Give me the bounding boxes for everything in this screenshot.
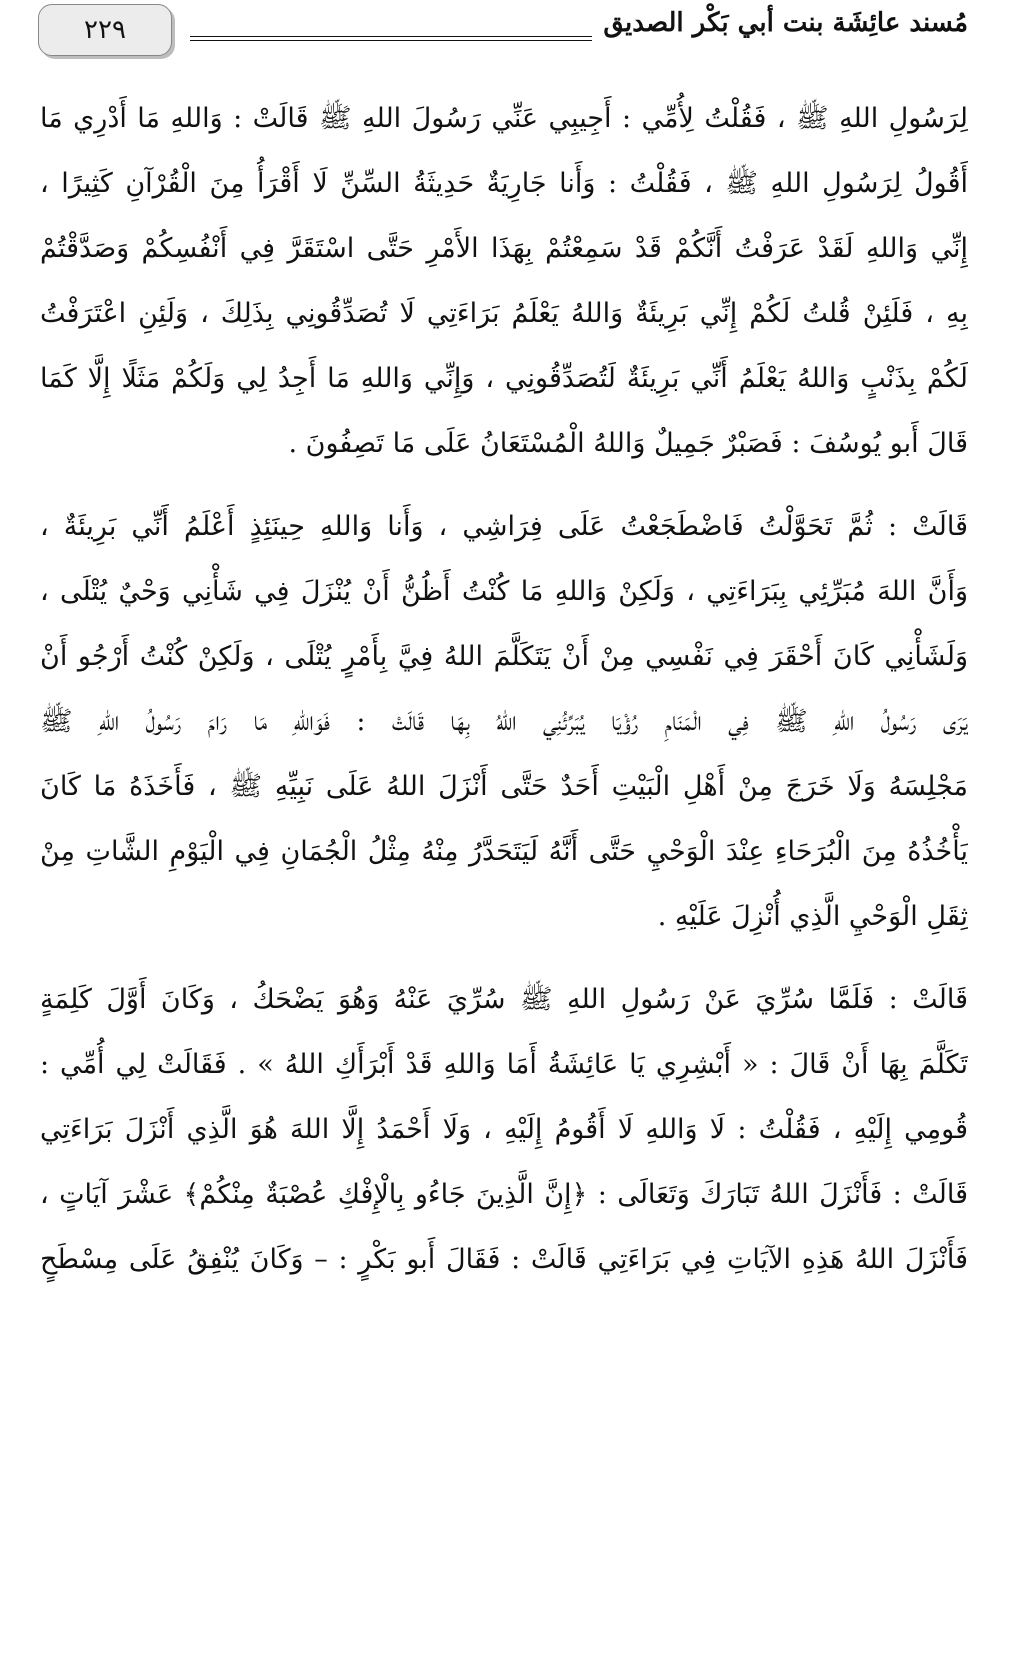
text-line: وَأَنَّ اللهَ مُبَرِّئِي بِبَرَاءَتِي ، وَلَكِنْ وَاللهِ مَا كُنْتُ أَظُنُّ أَنْ يُنْزَلَ فِي شَأْنِي وَحْيٌ يُتْلَى ، bbox=[40, 576, 968, 607]
paragraph-3 bbox=[40, 967, 968, 1292]
text-line: تَكَلَّمَ بِهَا أَنْ قَالَ : « أَبْشِرِي يَا عَائِشَةُ أَمَا وَاللهِ قَدْ أَبْرَأَكِ اللهُ » . فَقَالَتْ لِي أُمِّي : bbox=[40, 1049, 968, 1080]
paragraph-1 bbox=[40, 86, 968, 476]
paragraph-2 bbox=[40, 494, 968, 949]
text-line: مَجْلِسَهُ وَلَا خَرَجَ مِنْ أَهْلِ الْبَيْتِ أَحَدٌ حَتَّى أَنْزَلَ اللهُ عَلَى نَبِيِّهِ ﷺ ، فَأَخَذَهُ مَا كَانَ bbox=[40, 771, 968, 802]
text-line: يَأْخُذُهُ مِنَ الْبُرَحَاءِ عِنْدَ الْوَحْيِ حَتَّى أَنَّهُ لَيَتَحَدَّرُ مِنْهُ مِثْلُ الْجُمَانِ فِي الْيَوْمِ الشَّاتِ مِنْ bbox=[40, 836, 968, 867]
text-line: قَالَ أَبو يُوسُفَ : فَصَبْرٌ جَمِيلٌ وَاللهُ الْمُسْتَعَانُ عَلَى مَا تَصِفُونَ . bbox=[288, 428, 968, 459]
text-line: بِهِ ، فَلَئِنْ قُلتُ لَكُمْ إِنِّي بَرِيئَةٌ وَاللهُ يَعْلَمُ بَرَاءَتِي لَا تُصَدِّقُونِي بِذَلِكَ ، وَلَئِنِ اعْتَرَفْتُ bbox=[40, 298, 968, 329]
text-line: قَالَتْ : ثُمَّ تَحَوَّلْتُ فَاضْطَجَعْتُ عَلَى فِرَاشِي ، وَأَنا وَاللهِ حِينَئِذٍ أَعْلَمُ أَنِّي بَرِيئَةٌ ، bbox=[40, 511, 968, 542]
text-line: قَالَتْ : فَأَنْزَلَ اللهُ تَبَارَكَ وَتَعَالَى : ﴿إِنَّ الَّذِينَ جَاءُو بِالْإِفْكِ عُصْبَةٌ مِنْكُمْ﴾ عَشْرَ آيَاتٍ ، bbox=[40, 1179, 968, 1210]
text-line: أَقُولُ لِرَسُولِ اللهِ ﷺ ، فَقُلْتُ : وَأَنا جَارِيَةٌ حَدِيثَةُ السِّنِّ لَا أَقْرَأُ مِنَ الْقُرْآنِ كَثِيرًا ، bbox=[40, 168, 968, 199]
text-line: قُومِي إِلَيْهِ ، فَقُلْتُ : لَا وَاللهِ لَا أَقُومُ إِلَيْهِ ، وَلَا أَحْمَدُ إِلَّا اللهَ هُوَ الَّذِي أَنْزَلَ بَرَاءَتِي bbox=[40, 1114, 968, 1145]
page-header bbox=[38, 0, 968, 62]
text-line: ثِقَلِ الْوَحْيِ الَّذِي أُنْزِلَ عَلَيْهِ . bbox=[657, 901, 968, 932]
paragraph-gap bbox=[40, 949, 968, 967]
page-number: ٢٢٩ bbox=[38, 4, 172, 56]
text-line: قَالَتْ : فَلَمَّا سُرِّيَ عَنْ رَسُولِ اللهِ ﷺ سُرِّيَ عَنْهُ وَهُوَ يَضْحَكُ ، وَكَانَ أَوَّلَ كَلِمَةٍ bbox=[40, 984, 968, 1015]
main-text bbox=[40, 86, 968, 1292]
header-rule bbox=[190, 36, 592, 41]
text-line: لَكُمْ بِذَنْبٍ وَاللهُ يَعْلَمُ أَنِّي بَرِيئَةٌ لَتُصَدِّقُونِي ، وَإِنِّي وَاللهِ مَا أَجِدُ لِي وَلَكُمْ مَثَلًا إِلَّا كَمَا bbox=[40, 363, 968, 394]
paragraph-gap bbox=[40, 476, 968, 494]
running-title: مُسند عائِشَة بنت أبي بَكْر الصديق bbox=[603, 8, 968, 38]
text-line: إِنِّي وَاللهِ لَقَدْ عَرَفْتُ أَنَّكُمْ قَدْ سَمِعْتُمْ بِهَذَا الأَمْرِ حَتَّى اسْتَقَرَّ فِي أَنْفُسِكُمْ وَصَدَّقْتُمْ bbox=[40, 233, 968, 264]
text-line: يَرَى رَسُولُ اللهِ ﷺ فِي الْمَنَامِ رُؤْيَا يُبَرِّئُنِي اللهُ بِهَا قَالَتْ : فَوَاللهِ مَا رَامَ رَسُولُ اللهِ ﷺ bbox=[40, 706, 968, 737]
text-line: فَأَنْزَلَ اللهُ هَذِهِ الآيَاتِ فِي بَرَاءَتِي قَالَتْ : فَقَالَ أَبو بَكْرٍ : – وَكَانَ يُنْفِقُ عَلَى مِسْطَحٍ bbox=[40, 1244, 968, 1275]
text-line: لِرَسُولِ اللهِ ﷺ ، فَقُلْتُ لِأُمِّي : أَجِيبِي عَنِّي رَسُولَ اللهِ ﷺ قَالَتْ : وَاللهِ مَا أَدْرِي مَا bbox=[40, 103, 968, 134]
text-line: وَلَشَأْنِي كَانَ أَحْقَرَ فِي نَفْسِي مِنْ أَنْ يَتَكَلَّمَ اللهُ فِيَّ بِأَمْرٍ يُتْلَى ، وَلَكِنْ كُنْتُ أَرْجُو أَنْ bbox=[40, 641, 968, 672]
